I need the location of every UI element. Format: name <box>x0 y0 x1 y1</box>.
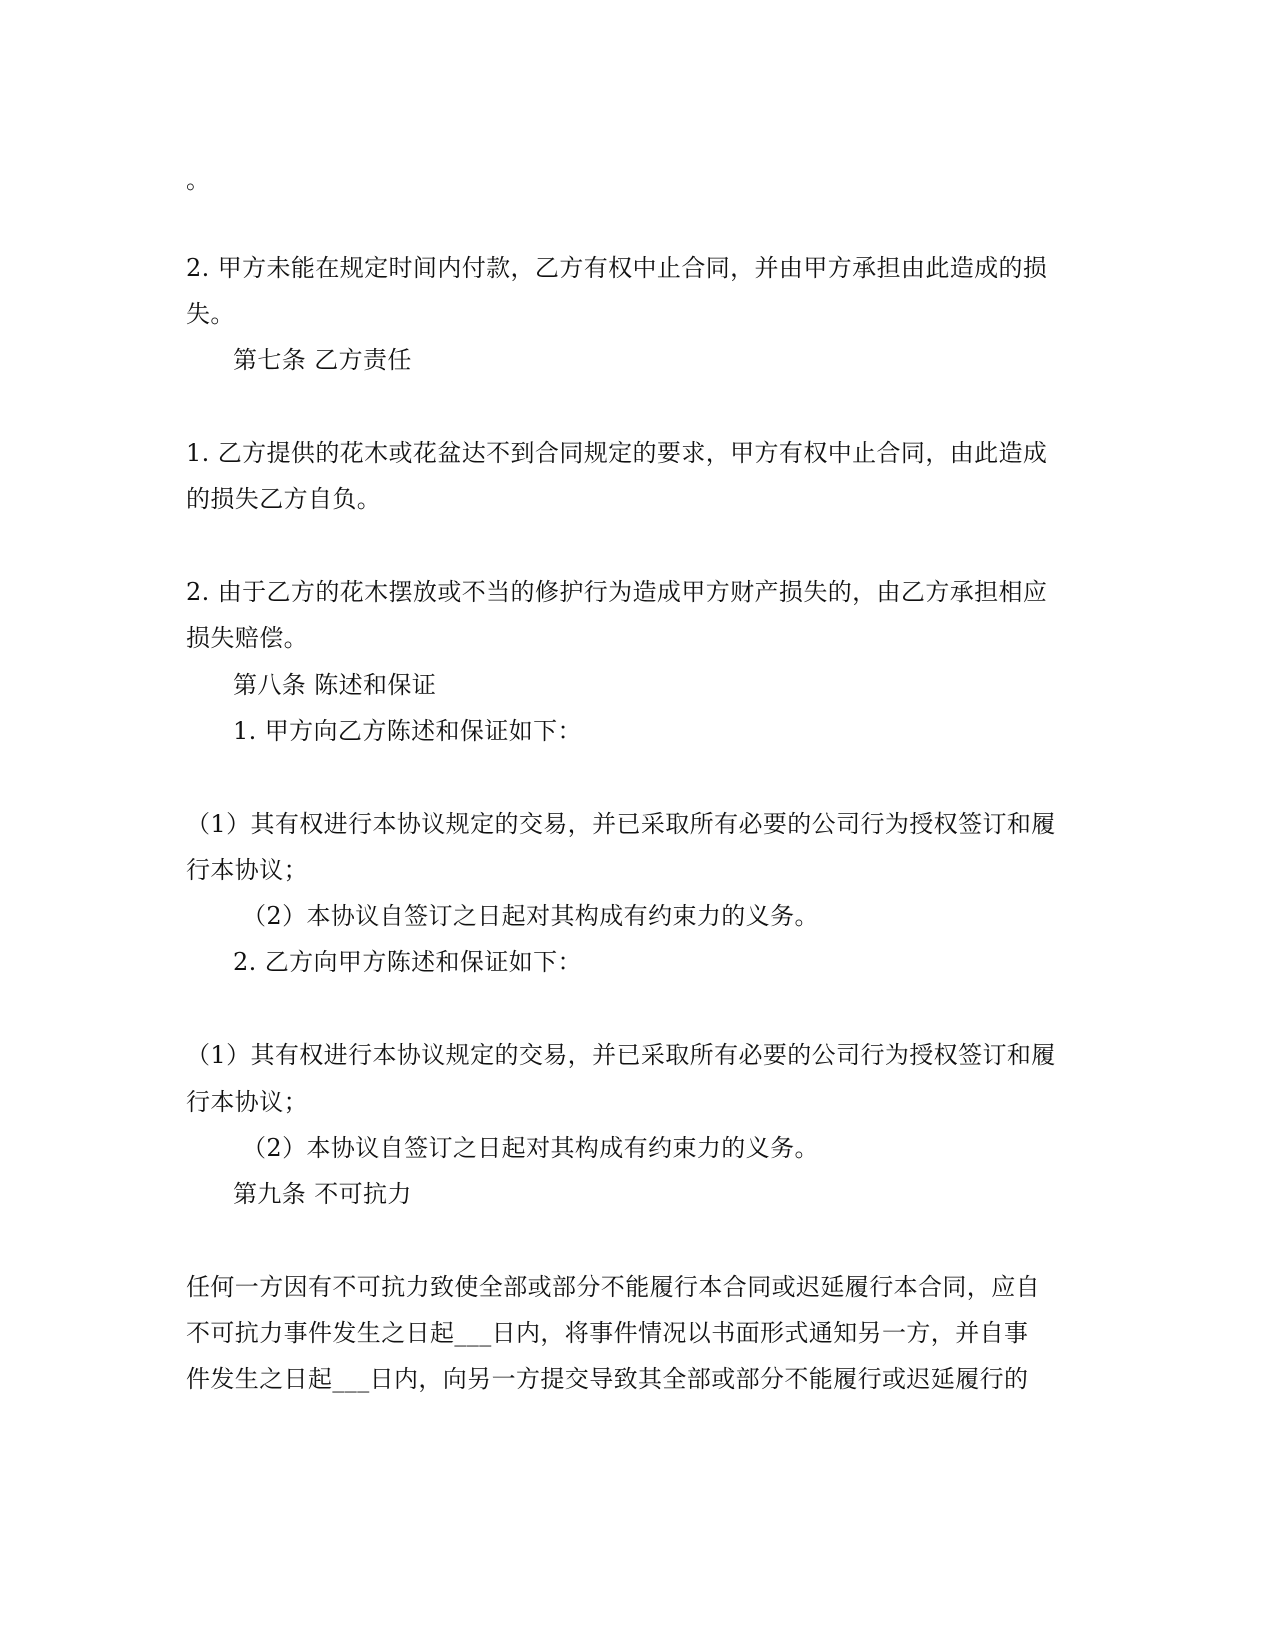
text-line: 损失赔偿。 <box>186 624 308 652</box>
text-line: （2）本协议自签订之日起对其构成有约束力的义务。 <box>242 1134 819 1162</box>
text-line: 失。 <box>186 300 235 328</box>
text-line: 件发生之日起___日内，向另一方提交导致其全部或部分不能履行或迟延履行的 <box>186 1365 1029 1393</box>
text-line: 的损失乙方自负。 <box>186 485 382 513</box>
text-line: 行本协议； <box>186 856 308 884</box>
text-line: （2）本协议自签订之日起对其构成有约束力的义务。 <box>242 902 819 930</box>
text-line: 。 <box>186 166 211 194</box>
text-line: 2. 由于乙方的花木摆放或不当的修护行为造成甲方财产损失的，由乙方承担相应 <box>186 578 1048 606</box>
text-line: 任何一方因有不可抗力致使全部或部分不能履行本合同或迟延履行本合同，应自 <box>186 1273 1040 1301</box>
text-line: 不可抗力事件发生之日起___日内，将事件情况以书面形式通知另一方，并自事 <box>186 1319 1029 1347</box>
text-line: 2. 甲方未能在规定时间内付款，乙方有权中止合同，并由甲方承担由此造成的损 <box>186 254 1048 282</box>
text-line: （1）其有权进行本协议规定的交易，并已采取所有必要的公司行为授权签订和履 <box>186 810 1056 838</box>
text-line: 行本协议； <box>186 1088 308 1116</box>
section-heading: 第九条 不可抗力 <box>233 1180 412 1208</box>
section-heading: 第八条 陈述和保证 <box>233 671 437 699</box>
section-heading: 第七条 乙方责任 <box>233 346 412 374</box>
text-line: 2. 乙方向甲方陈述和保证如下： <box>233 948 582 976</box>
text-line: 1. 乙方提供的花木或花盆达不到合同规定的要求，甲方有权中止合同，由此造成 <box>186 439 1048 467</box>
text-line: 1. 甲方向乙方陈述和保证如下： <box>233 717 582 745</box>
text-line: （1）其有权进行本协议规定的交易，并已采取所有必要的公司行为授权签订和履 <box>186 1041 1056 1069</box>
